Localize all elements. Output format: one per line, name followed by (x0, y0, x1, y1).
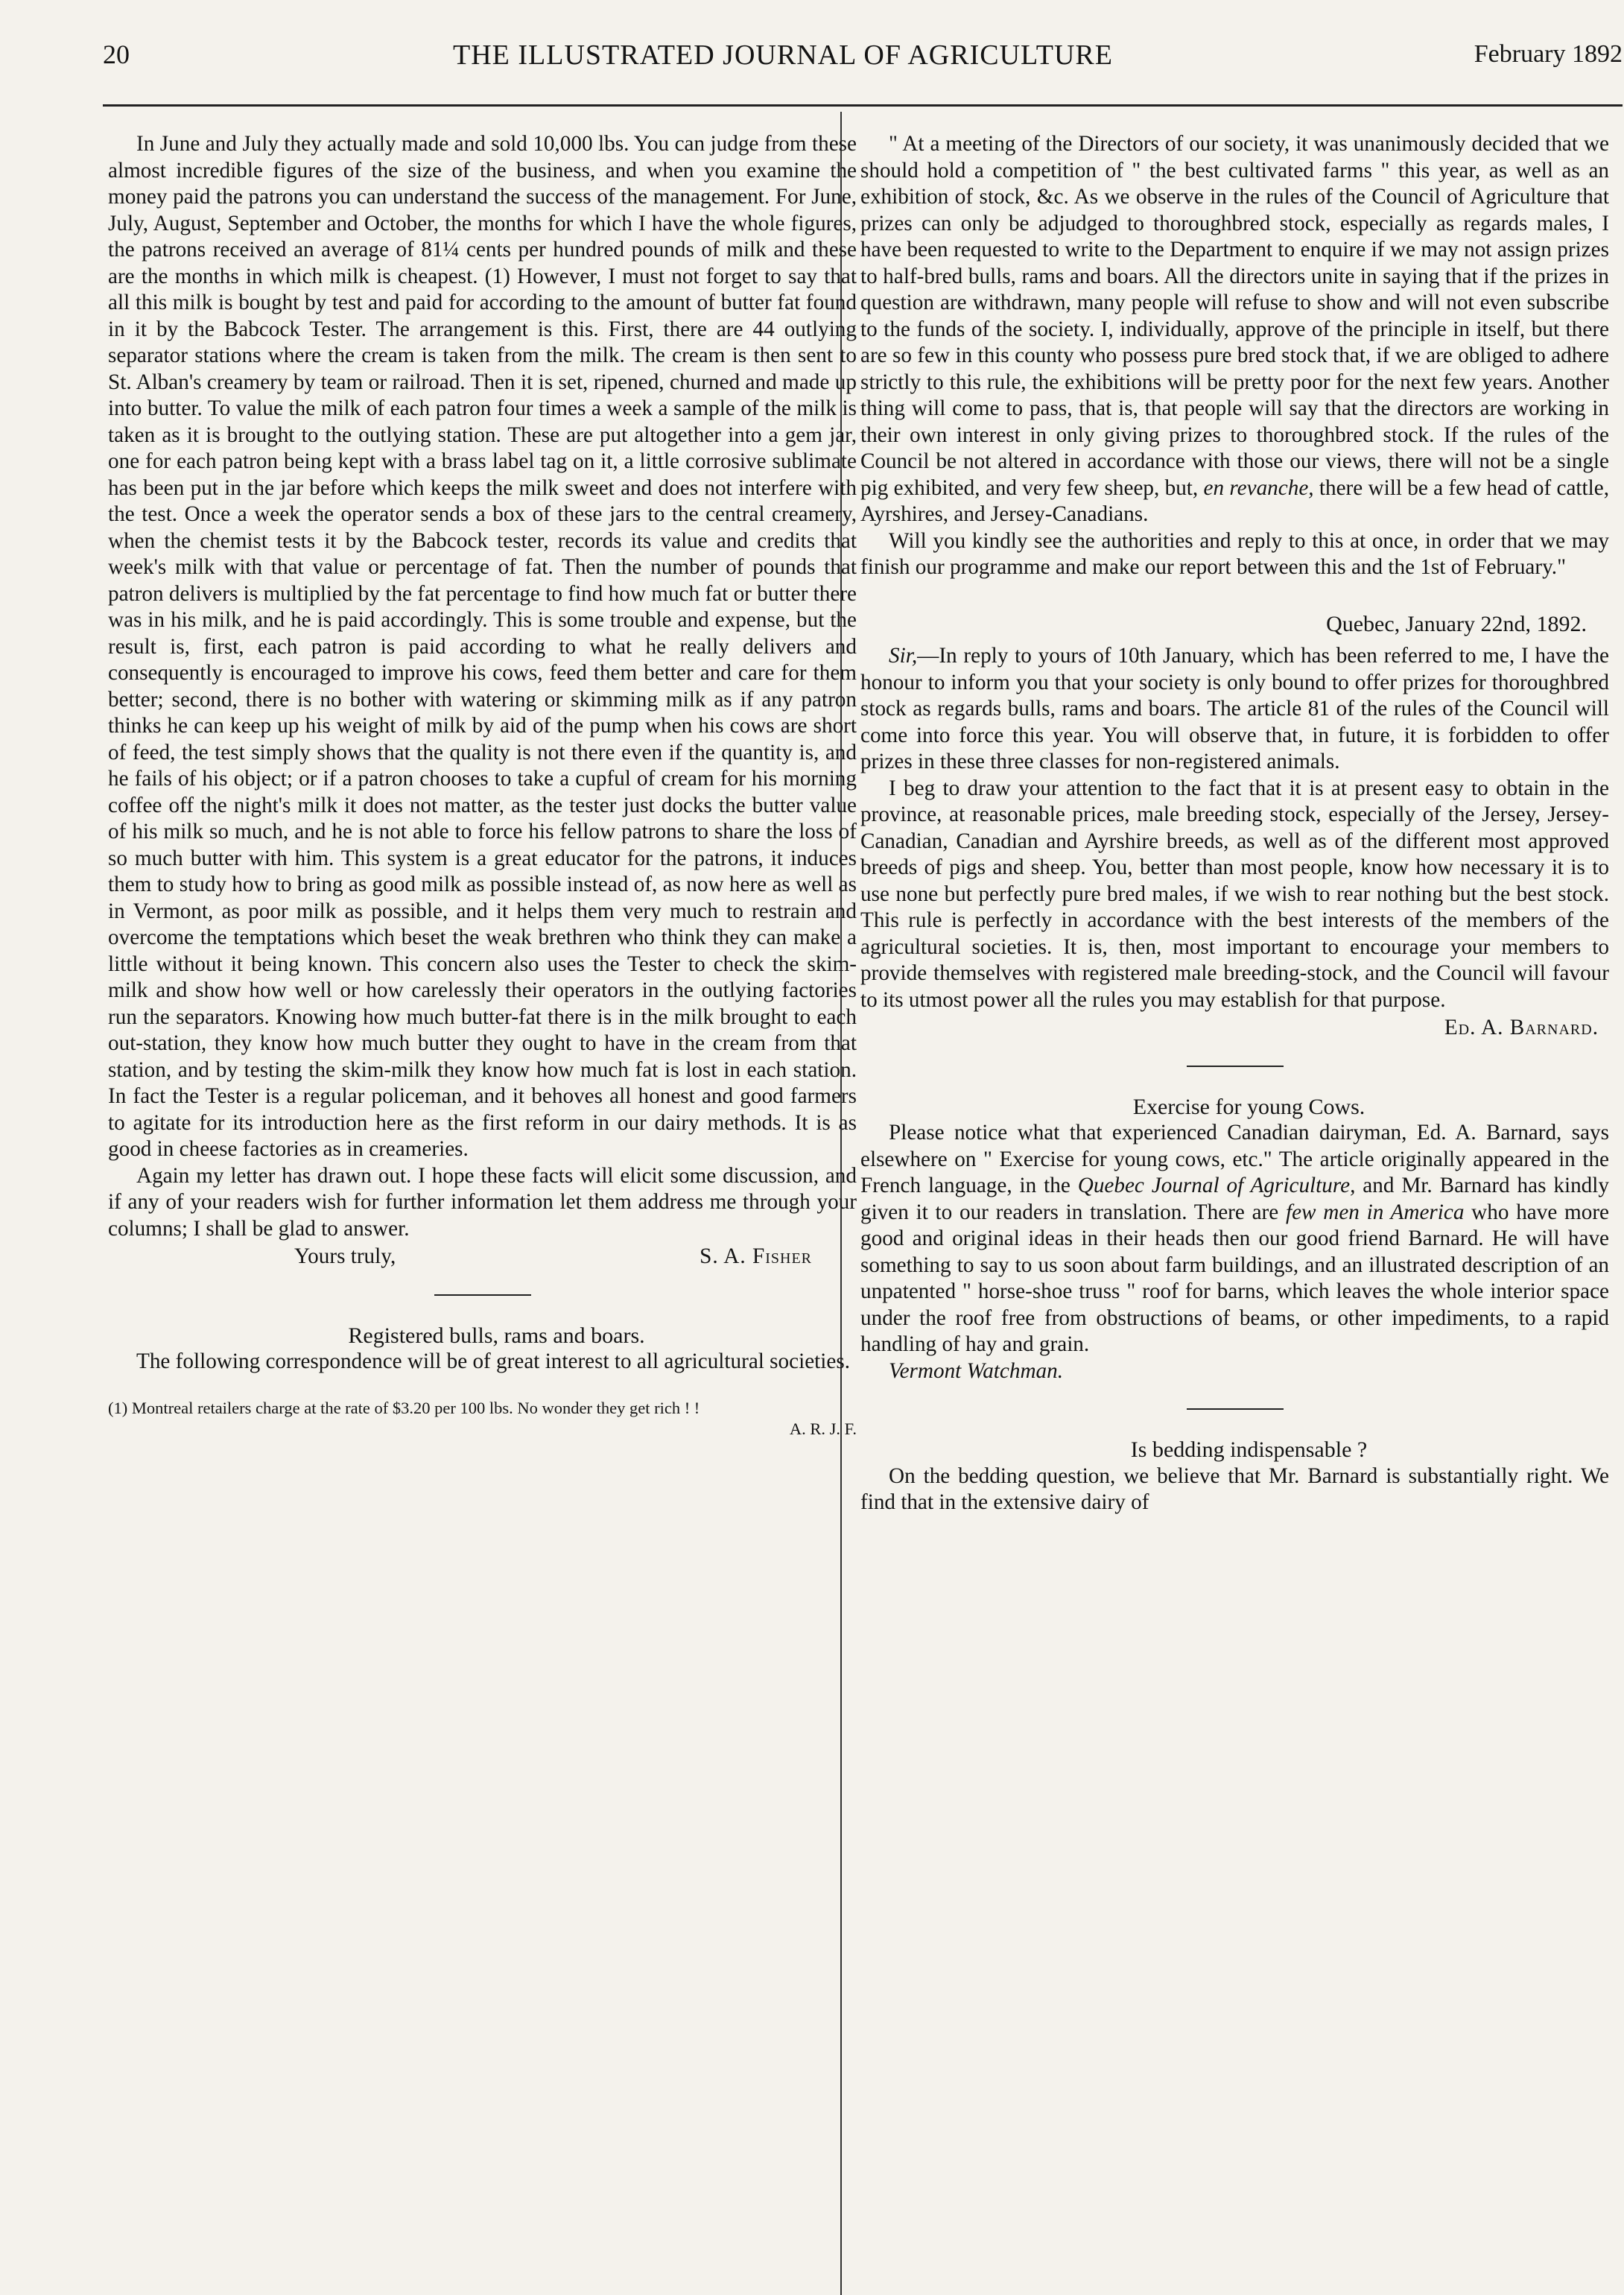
section-divider (1187, 1066, 1284, 1067)
page-number: 20 (103, 39, 130, 69)
section-heading: Is bedding indispensable ? (1130, 1437, 1368, 1462)
section-intro: The following correspondence will be of great interest to all agricultural societies. (136, 1349, 850, 1373)
section-divider (1187, 1408, 1284, 1410)
directors-letter-close: Will you kindly see the authorities and reply to this at once, in order that we may finish our programme and make our report between this and the 1st of February." (860, 528, 1609, 579)
left-column (108, 131, 857, 1440)
letter-body-paragraph: In June and July they actually made and sold 10,000 lbs. You can judge from these almost incredible figures of the size of the business, and when you examine the money paid the patrons you can understand the success of the management. For June, July, August, September and October, the months for which I have the whole figures, the patrons received an average of 81¼ cents per hundred pounds of milk and these are the months in which milk is cheapest. (1) However, I must not forget to say that all this milk is bought by test and paid for according to the amount of butter fat found in it by the Babcock Tester. The arrangement is this. First, there are 44 outlying separator stations where the cream is taken from the milk. The cream is then sent to St. Alban's creamery by team or railroad. Then it is set, ripened, churned and made up into butter. To value the milk of each patron four times a week a sample of the milk is taken as it is brought to the outlying station. These are put altogether into a gem jar, one for each patron being kept with a brass label tag on it, a little corrosive sublimate has been put in the jar before which keeps the milk sweet and does not interfere with the test. Once a week the operator sends a box of these jars to the central creamery, when the chemist tests it by the Babcock tester, records its value and credits that week's milk with that value or percentage of fat. Then the number of pounds that patron delivers is multiplied by the fat percentage to find how much fat or butter there was in his milk, and he is paid accordingly. This is some trouble and expense, but the result is, first, each patron is paid according to what he really delivers and consequently is encouraged to improve his cows, feed them better and care for them better; second, there is no bother with watering or skimming milk as if any patron thinks he can keep up his weight of milk by aid of the pump when his cows are short of feed, the test simply shows that the quality is not there even if the quantity is, and he fails of his object; or if a patron chooses to take a cupful of cream for his morning coffee off the night's milk it does not matter, as the tester just docks the butter value of his milk so much, and he is not able to force his fellow patrons to share the loss of so much butter with him. This system is a great educator for the patrons, it induces them to study how to bring as good milk as possible instead of, as now here as well as in Vermont, as poor milk as possible, and it helps them very much to restrain and overcome the temptations which beset the weak brethren who think they can make a little without it being known. This concern also uses the Tester to check the skim-milk and show how well or how carelessly their operators in the outlying factories run the separators. Knowing how much butter-fat there is in the milk brought to each out-station, they know how much butter they ought to have in the cream from that station, and by testing the skim-milk they know how much fat is lost in each station. In fact the Tester is a regular policeman, and it behoves all honest and good farmers to agitate for its introduction here as the first reform in our dairy methods. It is as good in cheese factories as in creameries. (108, 132, 857, 1161)
reply-paragraph-2: I beg to draw your attention to the fact that it is at present easy to obtain in the province, at reasonable prices, male breeding stock, especially of the Jersey, Jersey-Canadian, Canadian and Ayrshire breeds, as well as of the different most approved breeds of pigs and sheep. You, better than most people, know how necessary it is to use none but perfectly pure bred males, if we wish to rear nothing but the best stock. This rule is perfectly in accordance with the best interests of the members of the agricultural societies. It is, then, most important to encourage your members to provide themselves with registered male breeding-stock, and the Council will favour to its utmost power all the rules you may establish for that purpose. (860, 776, 1609, 1012)
journal-title: THE ILLUSTRATED JOURNAL OF AGRICULTURE (453, 39, 1113, 71)
letter-closing-paragraph: Again my letter has drawn out. I hope these facts will elicit some discussion, and if any of your readers wish for further information let them address me through your columns; I shall be glad to answer. (108, 1163, 857, 1241)
footnote-text: (1) Montreal retailers charge at the rate of $3.20 per 100 lbs. No wonder they get rich ! ! (108, 1398, 700, 1417)
right-column (860, 131, 1609, 1516)
exercise-article-paragraph: Please notice what that experienced Canadian dairyman, Ed. A. Barnard, says elsewhere on " Exercise for young cows, etc." The article originally appeared in the French language, in the Quebec Journal of Agriculture, and Mr. Barnard has kindly given it to our readers in translation. There are few men in America who have more good and original ideas in their heads then our good friend Barnard. He will have something to say to us soon about farm buildings, and an illustrated description of an unpatented " horse-shoe truss " roof for barns, which leaves the whole interior space under the roof free from obstructions of beams, or other impediments, to a rapid handling of hay and grain. (860, 1121, 1609, 1356)
section-heading: Registered bulls, rams and boars. (348, 1323, 645, 1348)
closing-phrase: Yours truly, (294, 1244, 396, 1268)
source-credit: Vermont Watchman. (889, 1358, 1064, 1383)
directors-letter: " At a meeting of the Directors of our society, it was unanimously decided that we should hold a competition of " the best cultivated farms " this year, as well as an exhibition of stock, &c. As we observe in the rules of the Council of Agriculture that prizes can only be adjudged to thoroughbred stock, especially as regards males, I have been requested to write to the Department to enquire if we may not assign prizes to half-bred bulls, rams and boars. All the directors unite in saying that if the prizes in question are withdrawn, many people will refuse to show and will not even subscribe to the funds of the society. I, individually, approve of the principle in itself, but there are so few in this county who possess pure bred stock that, if we are obliged to adhere strictly to this rule, the exhibitions will be pretty poor for the next few years. Another thing will come to pass, that is, that people will say that the directors are working in their own interest in only giving prizes to thoroughbred stock. If the rules of the Council be not altered in accordance with those our views, there will not be a single pig exhibited, and very few sheep, but, en revanche, there will be a few head of cattle, Ayrshires, and Jersey-Canadians. (860, 132, 1609, 526)
author-signature: S. A. Fisher (700, 1244, 812, 1268)
header-rule (103, 104, 1623, 107)
issue-date: February 1892 (1474, 40, 1623, 68)
bedding-paragraph: On the bedding question, we believe that Mr. Barnard is substantially right. We find that in the extensive dairy of (860, 1463, 1609, 1514)
letter-signoff (108, 1244, 857, 1270)
reply-signature: Ed. A. Barnard. (1444, 1016, 1599, 1039)
footnote-credit: A. R. J. F. (789, 1419, 857, 1438)
reply-dateline: Quebec, January 22nd, 1892. (1326, 611, 1587, 636)
footnote (108, 1398, 857, 1440)
section-divider (434, 1294, 531, 1296)
reply-paragraph: Sir,—In reply to yours of 10th January, which has been referred to me, I have the honour to inform you that your society is only bound to offer prizes for thoroughbred stock as regards bulls, rams and boars. The article 81 of the rules of the Council will come into force this year. You will observe that, in future, it is forbidden to offer prizes in these three classes for non-registered animals. (860, 644, 1609, 773)
page-header (103, 39, 1623, 83)
section-heading: Exercise for young Cows. (1132, 1094, 1366, 1119)
